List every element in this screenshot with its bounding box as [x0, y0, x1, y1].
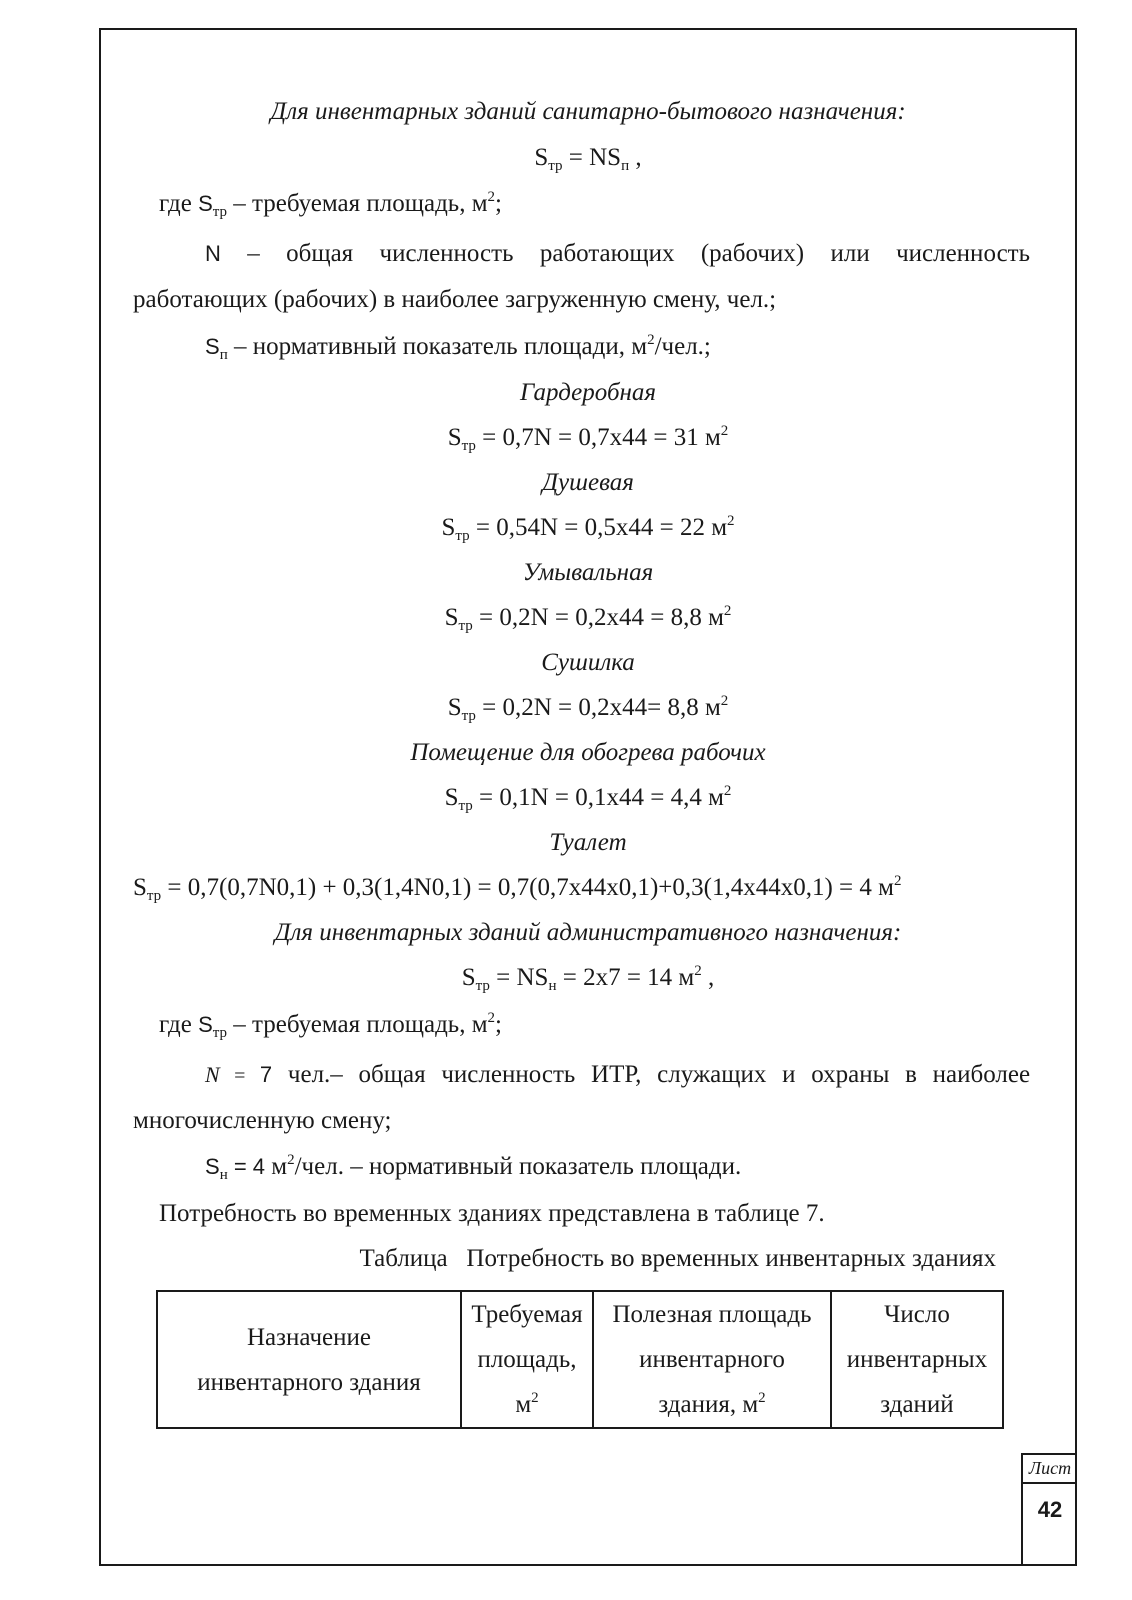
- def5-word: численность: [441, 1061, 576, 1088]
- room-name-washroom: Умывальная: [522, 559, 654, 586]
- room-formula-sup: 2: [720, 693, 729, 709]
- room-name-dryer: Сушилка: [541, 649, 635, 676]
- def1-symbol: S: [198, 191, 213, 216]
- header-line: инвентарных: [846, 1346, 988, 1373]
- def5-word: в: [905, 1061, 917, 1088]
- def3-symbol: S: [205, 334, 220, 359]
- def2-word: (рабочих): [700, 240, 805, 267]
- formula-main-eq: = NS: [562, 144, 622, 171]
- room-formula-sup: 2: [727, 513, 735, 529]
- formula-admin-sub2: н: [548, 978, 557, 994]
- header-line: Полезная площадь: [612, 1301, 812, 1328]
- table-header-count: [831, 1291, 1003, 1428]
- table-caption: Таблица Потребность во временных инвентарных зданиях: [359, 1245, 996, 1272]
- formula-admin: [99, 961, 1077, 995]
- def5-word: чел.–: [287, 1061, 343, 1088]
- header-unit-sup: 2: [758, 1390, 766, 1406]
- def6-symbol: S: [205, 1154, 220, 1179]
- def3-symbol-sub: п: [219, 347, 228, 363]
- header-line: площадь,: [477, 1346, 577, 1373]
- def4-sup: 2: [487, 1010, 496, 1026]
- formula-main: [99, 141, 1077, 175]
- def6-symbol-sub: н: [219, 1167, 228, 1183]
- room-formula-body: = 0,54N = 0,5х44 = 22 м: [469, 514, 728, 541]
- header-line: инвентарного здания: [197, 1368, 421, 1396]
- definition-area-admin: [159, 1008, 502, 1042]
- room-formula-shower: [99, 511, 1077, 545]
- def5-word: общая: [358, 1061, 426, 1088]
- header-unit: здания, м: [658, 1391, 759, 1418]
- heading-admin: Для инвентарных зданий административного назначения:: [274, 919, 902, 946]
- def2-dash: –: [247, 240, 260, 267]
- sheet-label: Лист: [1023, 1455, 1077, 1484]
- def6-text: м: [265, 1153, 288, 1180]
- room-name-heating: Помещение для обогрева рабочих: [410, 739, 766, 766]
- room-name-shower: Душевая: [542, 469, 634, 496]
- definition-area: [159, 187, 502, 221]
- def1-end: ;: [495, 190, 502, 217]
- def6-eq: = 4: [227, 1154, 266, 1179]
- def5-line2: многочисленную смену;: [133, 1107, 392, 1134]
- def2-line1: [205, 237, 1030, 271]
- formula-main-lhs: S: [534, 144, 549, 171]
- room-formula-body: = 0,7N = 0,7х44 = 31 м: [475, 424, 721, 451]
- requirements-table: [156, 1290, 1004, 1429]
- room-formula-sup: 2: [893, 873, 902, 889]
- room-formula-sub: тр: [455, 528, 470, 544]
- def2-word: или: [830, 240, 870, 267]
- def2-word: общая: [286, 240, 354, 267]
- def2-word: численность: [379, 240, 514, 267]
- table-header-purpose: [157, 1291, 461, 1428]
- def2-word: работающих: [539, 240, 675, 267]
- def4-text: – требуемая площадь, м: [227, 1011, 488, 1038]
- def6-end: /чел. – нормативный показатель площади.: [294, 1153, 742, 1180]
- room-formula-pre: S: [133, 874, 147, 901]
- def5-word: охраны: [811, 1061, 890, 1088]
- room-formula-wardrobe: [99, 421, 1077, 455]
- room-formula-pre: S: [444, 604, 459, 631]
- table-header-useful-area: [593, 1291, 831, 1428]
- header-line: Число: [884, 1301, 950, 1328]
- room-formula-sub: тр: [458, 618, 473, 634]
- room-formula-pre: S: [444, 784, 459, 811]
- formula-admin-mid: = NS: [489, 964, 549, 991]
- def5-word: ИТР,: [591, 1061, 642, 1088]
- definition-norm-admin: [205, 1150, 741, 1184]
- def5-symbol: N: [205, 1062, 220, 1087]
- header-line: зданий: [880, 1391, 954, 1418]
- def4-where: где: [159, 1011, 199, 1038]
- def1-symbol-sub: тр: [212, 204, 228, 220]
- formula-admin-sup: 2: [694, 963, 702, 979]
- def4-symbol-sub: тр: [212, 1025, 228, 1041]
- def2-symbol: N: [205, 241, 221, 266]
- header-line: [462, 1382, 592, 1427]
- definition-norm-area: [205, 330, 711, 364]
- formula-admin-sub: тр: [475, 978, 490, 994]
- room-formula-body: = 0,2N = 0,2х44 = 8,8 м: [472, 604, 724, 631]
- table-header-row: [157, 1291, 1003, 1428]
- room-formula-body: = 0,7(0,7N0,1) + 0,3(1,4N0,1) = 0,7(0,7х44х0,1)+0,3(1,4х44х0,1) = 4 м: [161, 874, 894, 901]
- sheet-number: 42: [1037, 1497, 1063, 1522]
- def5-word: служащих: [657, 1061, 767, 1088]
- room-formula-sup: 2: [720, 423, 729, 439]
- room-formula-pre: S: [447, 424, 462, 451]
- room-formula-sub: тр: [146, 888, 162, 904]
- def2-word: численность: [896, 240, 1030, 267]
- def5-num: 7: [259, 1062, 273, 1087]
- def4-symbol: S: [198, 1012, 213, 1037]
- formula-main-lhs-sub: тр: [548, 158, 563, 174]
- formula-main-rhs-sub: п: [621, 158, 630, 174]
- def1-sup: 2: [487, 189, 496, 205]
- formula-admin-pre: S: [461, 964, 476, 991]
- table-header-required-area: [461, 1291, 593, 1428]
- def6-sup: 2: [287, 1152, 295, 1168]
- def3-end: /чел.;: [654, 333, 711, 360]
- room-formula-heating: [99, 781, 1077, 815]
- room-formula-pre: S: [447, 694, 462, 721]
- room-formula-pre: S: [441, 514, 456, 541]
- formula-main-tail: ,: [629, 144, 642, 171]
- formula-admin-tail: ,: [701, 964, 715, 991]
- room-formula-sub: тр: [461, 708, 476, 724]
- header-line: инвентарного: [639, 1346, 785, 1373]
- paragraph-table-ref: Потребность во временных зданиях представлена в таблице 7.: [159, 1200, 825, 1227]
- room-formula-body: = 0,1N = 0,1х44 = 4,4 м: [472, 784, 724, 811]
- def5-line1: [205, 1058, 1030, 1093]
- def2-line2: работающих (рабочих) в наиболее загруженную смену, чел.;: [133, 286, 777, 313]
- def5-word: и: [782, 1061, 796, 1088]
- room-formula-sub: тр: [461, 438, 476, 454]
- room-formula-dryer: [99, 691, 1077, 725]
- room-formula-sup: 2: [723, 783, 732, 799]
- room-name-toilet: Туалет: [549, 829, 627, 856]
- def3-text: – нормативный показатель площади, м: [227, 333, 648, 360]
- def1-text: – требуемая площадь, м: [227, 190, 488, 217]
- room-formula-body: = 0,2N = 0,2х44= 8,8 м: [475, 694, 721, 721]
- sheet-stamp: [1021, 1453, 1077, 1566]
- formula-admin-rest: = 2х7 = 14 м: [556, 964, 695, 991]
- header-line: [594, 1382, 830, 1427]
- room-formula-toilet: [133, 871, 901, 905]
- room-formula-sup: 2: [723, 603, 732, 619]
- def3-sup: 2: [647, 332, 655, 348]
- def1-where: где: [159, 190, 199, 217]
- room-formula-sub: тр: [458, 798, 473, 814]
- def5-word: наиболее: [932, 1061, 1031, 1088]
- room-formula-washroom: [99, 601, 1077, 635]
- def4-end: ;: [495, 1011, 502, 1038]
- header-unit-sup: 2: [531, 1390, 539, 1406]
- header-line: Требуемая: [471, 1301, 583, 1328]
- room-name-wardrobe: Гардеробная: [519, 379, 657, 406]
- def5-eq: =: [219, 1065, 260, 1087]
- header-unit: м: [515, 1391, 532, 1418]
- header-line: Назначение: [246, 1323, 372, 1351]
- heading-sanitary: Для инвентарных зданий санитарно-бытового назначения:: [270, 98, 906, 125]
